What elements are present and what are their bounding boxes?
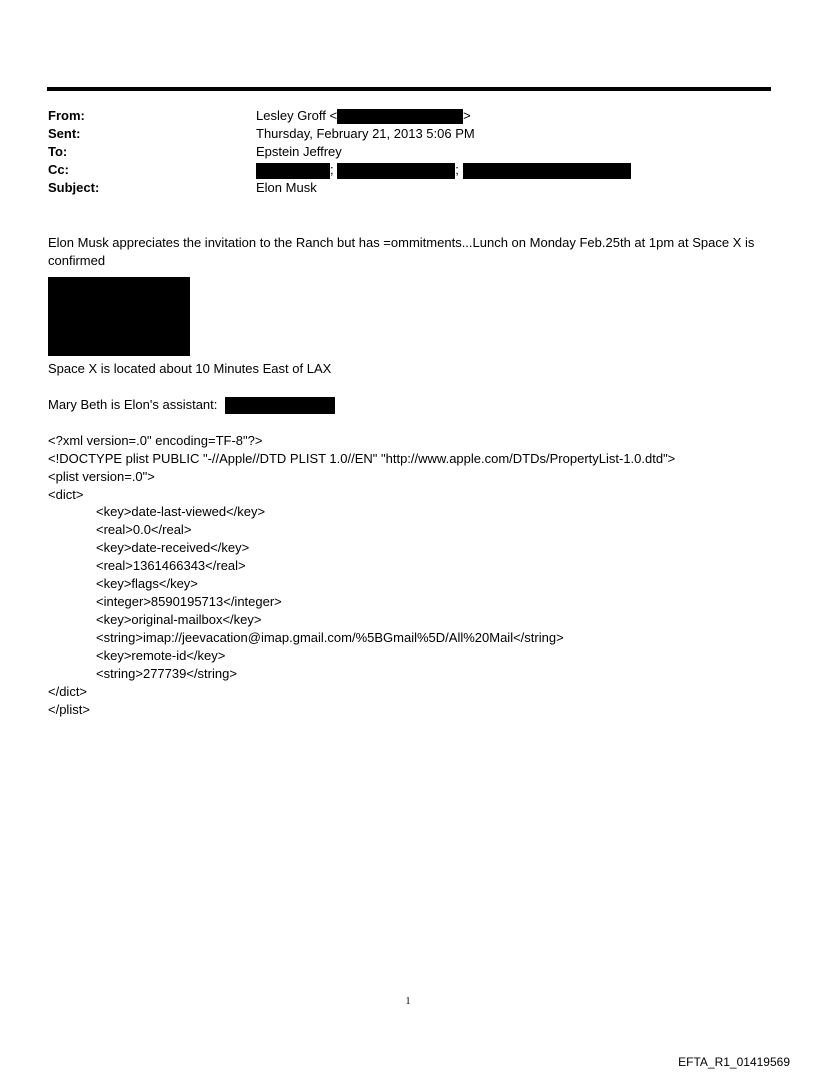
to-label: To:	[48, 144, 68, 159]
plist-line: <key>remote-id</key>	[96, 648, 226, 663]
plist-line: <dict>	[48, 487, 84, 502]
from-name: Lesley Groff <	[256, 108, 338, 123]
plist-line: <real>0.0</real>	[96, 522, 192, 537]
plist-line: <plist version=.0">	[48, 469, 155, 484]
from-close: >	[463, 108, 471, 123]
plist-line: <string>277739</string>	[96, 666, 237, 681]
bates-number: EFTA_R1_01419569	[678, 1055, 790, 1069]
plist-line: <key>date-received</key>	[96, 540, 250, 555]
from-label: From:	[48, 108, 85, 123]
header-rule	[47, 87, 771, 91]
from-value	[256, 108, 471, 124]
plist-line: <key>original-mailbox</key>	[96, 612, 262, 627]
plist-line: <string>imap://jeevacation@imap.gmail.com/%5BGmail%5D/All%20Mail</string>	[96, 630, 564, 645]
plist-line: <key>flags</key>	[96, 576, 198, 591]
page-number: 1	[405, 996, 411, 1007]
to-value: Epstein Jeffrey	[256, 144, 342, 159]
cc-value	[256, 162, 631, 179]
redaction-box	[256, 163, 330, 179]
body-paragraph	[48, 396, 335, 414]
subject-value: Elon Musk	[256, 180, 317, 195]
plist-line: <key>date-last-viewed</key>	[96, 504, 266, 519]
redaction-block	[48, 277, 190, 356]
sent-value: Thursday, February 21, 2013 5:06 PM	[256, 126, 475, 141]
redaction-box	[337, 109, 463, 124]
plist-line: </plist>	[48, 702, 90, 717]
cc-separator: ;	[455, 162, 459, 177]
body-paragraph: Space X is located about 10 Minutes East of LAX	[48, 361, 332, 376]
cc-separator: ;	[330, 162, 334, 177]
subject-label: Subject:	[48, 180, 100, 195]
plist-line: <!DOCTYPE plist PUBLIC "-//Apple//DTD PLIST 1.0//EN" "http://www.apple.com/DTDs/PropertyList-1.0.dtd">	[48, 451, 676, 466]
plist-line: <real>1361466343</real>	[96, 558, 246, 573]
redaction-box	[225, 397, 335, 414]
cc-label: Cc:	[48, 162, 69, 177]
redaction-box	[337, 163, 455, 179]
sent-label: Sent:	[48, 126, 81, 141]
plist-line: </dict>	[48, 684, 88, 699]
plist-line: <integer>8590195713</integer>	[96, 594, 282, 609]
assistant-text: Mary Beth is Elon's assistant:	[48, 397, 218, 412]
body-paragraph: Elon Musk appreciates the invitation to the Ranch but has =ommitments...Lunch on Monday Feb.25th at 1pm at Space X is confirmed	[48, 235, 755, 268]
redaction-box	[463, 163, 631, 179]
plist-line: <?xml version=.0" encoding=TF-8"?>	[48, 433, 263, 448]
